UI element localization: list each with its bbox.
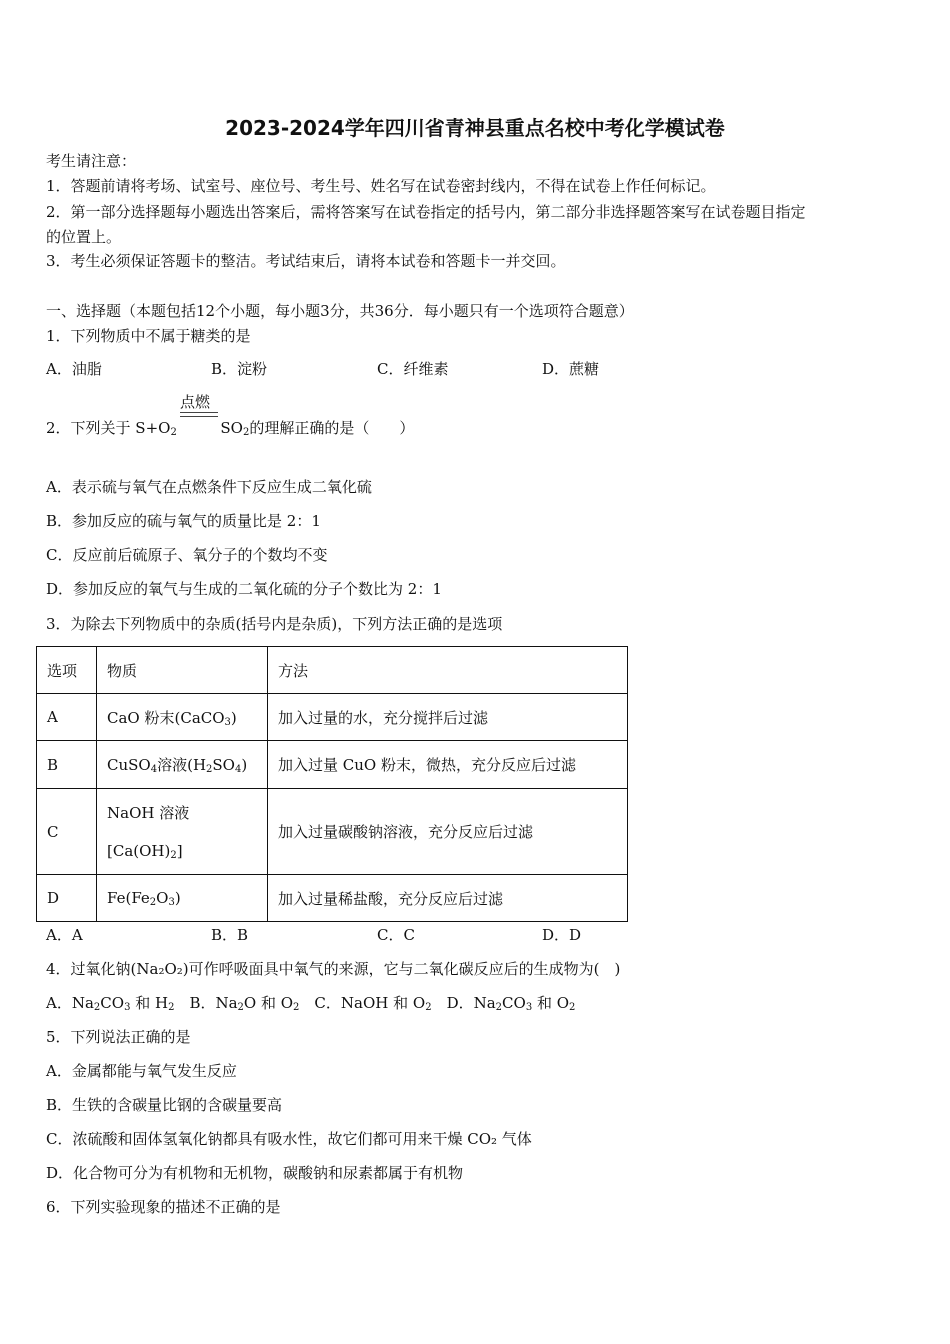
row-option: B bbox=[37, 741, 97, 789]
q2-stem bbox=[46, 417, 414, 439]
row-substance: CuSO$_4$溶液$(H_2SO_4)$ bbox=[97, 741, 268, 789]
q3-stem: 3．为除去下列物质中的杂质(括号内是杂质)，下列方法正确的是选项 bbox=[46, 615, 503, 633]
q6-stem: 6．下列实验现象的描述不正确的是 bbox=[46, 1198, 281, 1216]
notice-item-2-cont: 的位置上。 bbox=[46, 228, 122, 246]
header-option: 选项 bbox=[37, 647, 97, 694]
q2-option-d: D．参加反应的氧气与生成的二氧化硫的分子个数比为 2：1 bbox=[46, 580, 442, 598]
table-row bbox=[37, 875, 628, 922]
row-option: D bbox=[37, 875, 97, 922]
q5-option-c: C．浓硫酸和固体氢氧化钠都具有吸水性，故它们都可用来干燥 CO₂ 气体 bbox=[46, 1130, 532, 1148]
q5-option-d: D．化合物可分为有机物和无机物，碳酸钠和尿素都属于有机物 bbox=[46, 1164, 464, 1182]
notice-item-3: 3．考生必须保证答题卡的整洁。考试结束后，请将本试卷和答题卡一并交回。 bbox=[46, 252, 566, 270]
q1-option-b: B．淀粉 bbox=[211, 360, 268, 378]
o2-subscript: 2 bbox=[170, 427, 177, 438]
table-row bbox=[37, 694, 628, 741]
row-method: 加入过量碳酸钠溶液，充分反应后过滤 bbox=[268, 789, 628, 875]
table-row bbox=[37, 789, 628, 875]
reaction-arrow-line-1 bbox=[180, 412, 218, 413]
row-method: 加入过量的水，充分搅拌后过滤 bbox=[268, 694, 628, 741]
so2-subscript: 2 bbox=[242, 427, 250, 438]
notice-heading: 考生请注意： bbox=[46, 152, 137, 170]
q4-options: A．$Na_2CO_3$ 和 $H_2$ B．$Na_2O$ 和 $O_2$ C．NaOH 和 $O_2$ D．$Na_2CO_3$ 和 $O_2$ bbox=[46, 994, 576, 1013]
q3-option-a: A．A bbox=[46, 926, 83, 944]
q1-option-a: A．油脂 bbox=[46, 360, 102, 378]
header-method: 方法 bbox=[268, 647, 628, 694]
row-substance: CaO 粉末(CaCO$_3$) bbox=[97, 694, 268, 741]
section-heading: 一、选择题（本题包括12个小题，每小题3分，共36分．每小题只有一个选项符合题意） bbox=[46, 302, 634, 320]
notice-item-1: 1．答题前请将考场、试室号、座位号、考生号、姓名写在试卷密封线内，不得在试卷上作任何标记。 bbox=[46, 177, 716, 195]
q3-option-b: B．B bbox=[211, 926, 249, 944]
reaction-condition: 点燃 bbox=[180, 393, 211, 411]
q2-option-b: B．参加反应的硫与氧气的质量比是 2：1 bbox=[46, 512, 321, 530]
row-option: A bbox=[37, 694, 97, 741]
q2-option-a: A．表示硫与氧气在点燃条件下反应生成二氧化硫 bbox=[46, 478, 372, 496]
q1-option-c: C．纤维素 bbox=[377, 360, 449, 378]
q2-product: SO bbox=[220, 419, 243, 437]
q1-stem: 1．下列物质中不属于糖类的是 bbox=[46, 327, 251, 345]
table-header-row bbox=[37, 647, 628, 694]
q5-option-b: B．生铁的含碳量比钢的含碳量要高 bbox=[46, 1096, 283, 1114]
exam-title: 2023-2024学年四川省青神县重点名校中考化学模试卷 bbox=[225, 116, 725, 140]
q2-option-c: C．反应前后硫原子、氧分子的个数均不变 bbox=[46, 546, 328, 564]
q1-option-d: D．蔗糖 bbox=[542, 360, 600, 378]
q3-option-c: C．C bbox=[377, 926, 415, 944]
row-method: 加入过量 CuO 粉末，微热，充分反应后过滤 bbox=[268, 741, 628, 789]
q4-stem: 4．过氧化钠(Na₂O₂)可作呼吸面具中氧气的来源，它与二氧化碳反应后的生成物为( ) bbox=[46, 960, 621, 978]
row-substance: NaOH 溶液 $[Ca(OH)_2]$ bbox=[97, 789, 268, 875]
table-row bbox=[37, 741, 628, 789]
row-option: C bbox=[37, 789, 97, 875]
header-substance: 物质 bbox=[97, 647, 268, 694]
q5-stem: 5．下列说法正确的是 bbox=[46, 1028, 191, 1046]
q5-option-a: A．金属都能与氧气发生反应 bbox=[46, 1062, 237, 1080]
row-substance: $Fe(Fe_2O_3)$ bbox=[97, 875, 268, 922]
q3-table bbox=[36, 646, 628, 922]
q3-option-d: D．D bbox=[542, 926, 582, 944]
row-method: 加入过量稀盐酸，充分反应后过滤 bbox=[268, 875, 628, 922]
q2-question: 的理解正确的是（ ） bbox=[249, 419, 415, 437]
q2-reactants: 2．下列关于 S+O bbox=[46, 419, 171, 437]
notice-item-2: 2．第一部分选择题每小题选出答案后，需将答案写在试卷指定的括号内，第二部分非选择题答案写在试卷题目指定 bbox=[46, 203, 806, 221]
